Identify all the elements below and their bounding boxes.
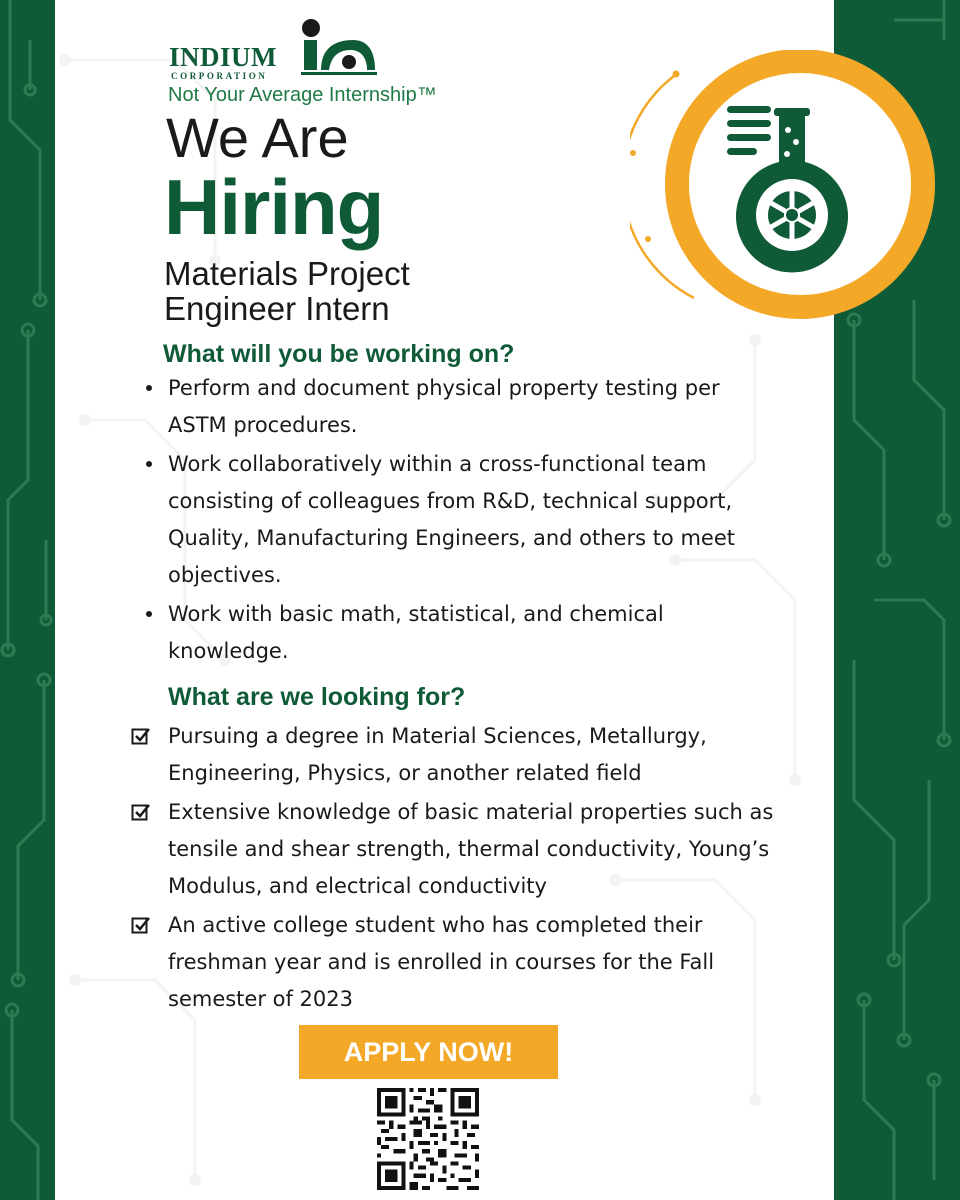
list-item <box>146 370 746 444</box>
indium-logo-mark <box>295 18 379 78</box>
headline-hiring: Hiring <box>164 163 384 251</box>
checkbox-icon <box>131 915 151 935</box>
left-circuit-band <box>0 0 55 1200</box>
headline-we-are: We Are <box>166 106 349 169</box>
bullet-dot <box>146 461 152 467</box>
list-item <box>131 794 791 905</box>
circuit-pattern <box>0 0 55 1200</box>
job-title-line-1: Materials Project <box>164 255 410 292</box>
apply-now-button[interactable]: APPLY NOW! <box>299 1025 558 1079</box>
checkbox-icon <box>131 802 151 822</box>
list-item-text: Work collaboratively within a cross-functional team consisting of colleagues from R&D, technical support, Quality, Manufacturing Engineers, and others to meet objectives. <box>168 452 735 587</box>
list-item <box>131 907 791 1018</box>
lab-flask-icon <box>630 50 940 320</box>
list-item <box>146 446 746 594</box>
list-item-text: Pursuing a degree in Material Sciences, Metallurgy, Engineering, Physics, or another related field <box>168 724 707 785</box>
job-title-line-2: Engineer Intern <box>164 290 390 327</box>
logo-wordmark: INDIUM <box>169 42 277 72</box>
bullet-dot <box>146 385 152 391</box>
bullet-dot <box>146 611 152 617</box>
qr-code[interactable] <box>377 1088 479 1190</box>
list-item-text: Extensive knowledge of basic material properties such as tensile and shear strength, thermal conductivity, Young’s Modulus, and electrical conductivity <box>168 800 774 898</box>
indium-logo <box>167 18 382 83</box>
work-list <box>146 370 746 672</box>
list-item-text: Work with basic math, statistical, and chemical knowledge. <box>168 602 664 663</box>
section-heading-work: What will you be working on? <box>163 340 515 368</box>
logo-subtext: CORPORATION <box>171 71 268 81</box>
section-heading-looking: What are we looking for? <box>168 683 466 711</box>
checkbox-icon <box>131 726 151 746</box>
list-item <box>131 718 791 792</box>
list-item-text: An active college student who has completed their freshman year and is enrolled in courses for the Fall semester of 2023 <box>168 913 715 1011</box>
requirements-list <box>131 718 791 1020</box>
tagline: Not Your Average Internship™ <box>168 84 437 106</box>
list-item-text: Perform and document physical property testing per ASTM procedures. <box>168 376 720 437</box>
list-item <box>146 596 746 670</box>
job-title <box>164 256 410 326</box>
